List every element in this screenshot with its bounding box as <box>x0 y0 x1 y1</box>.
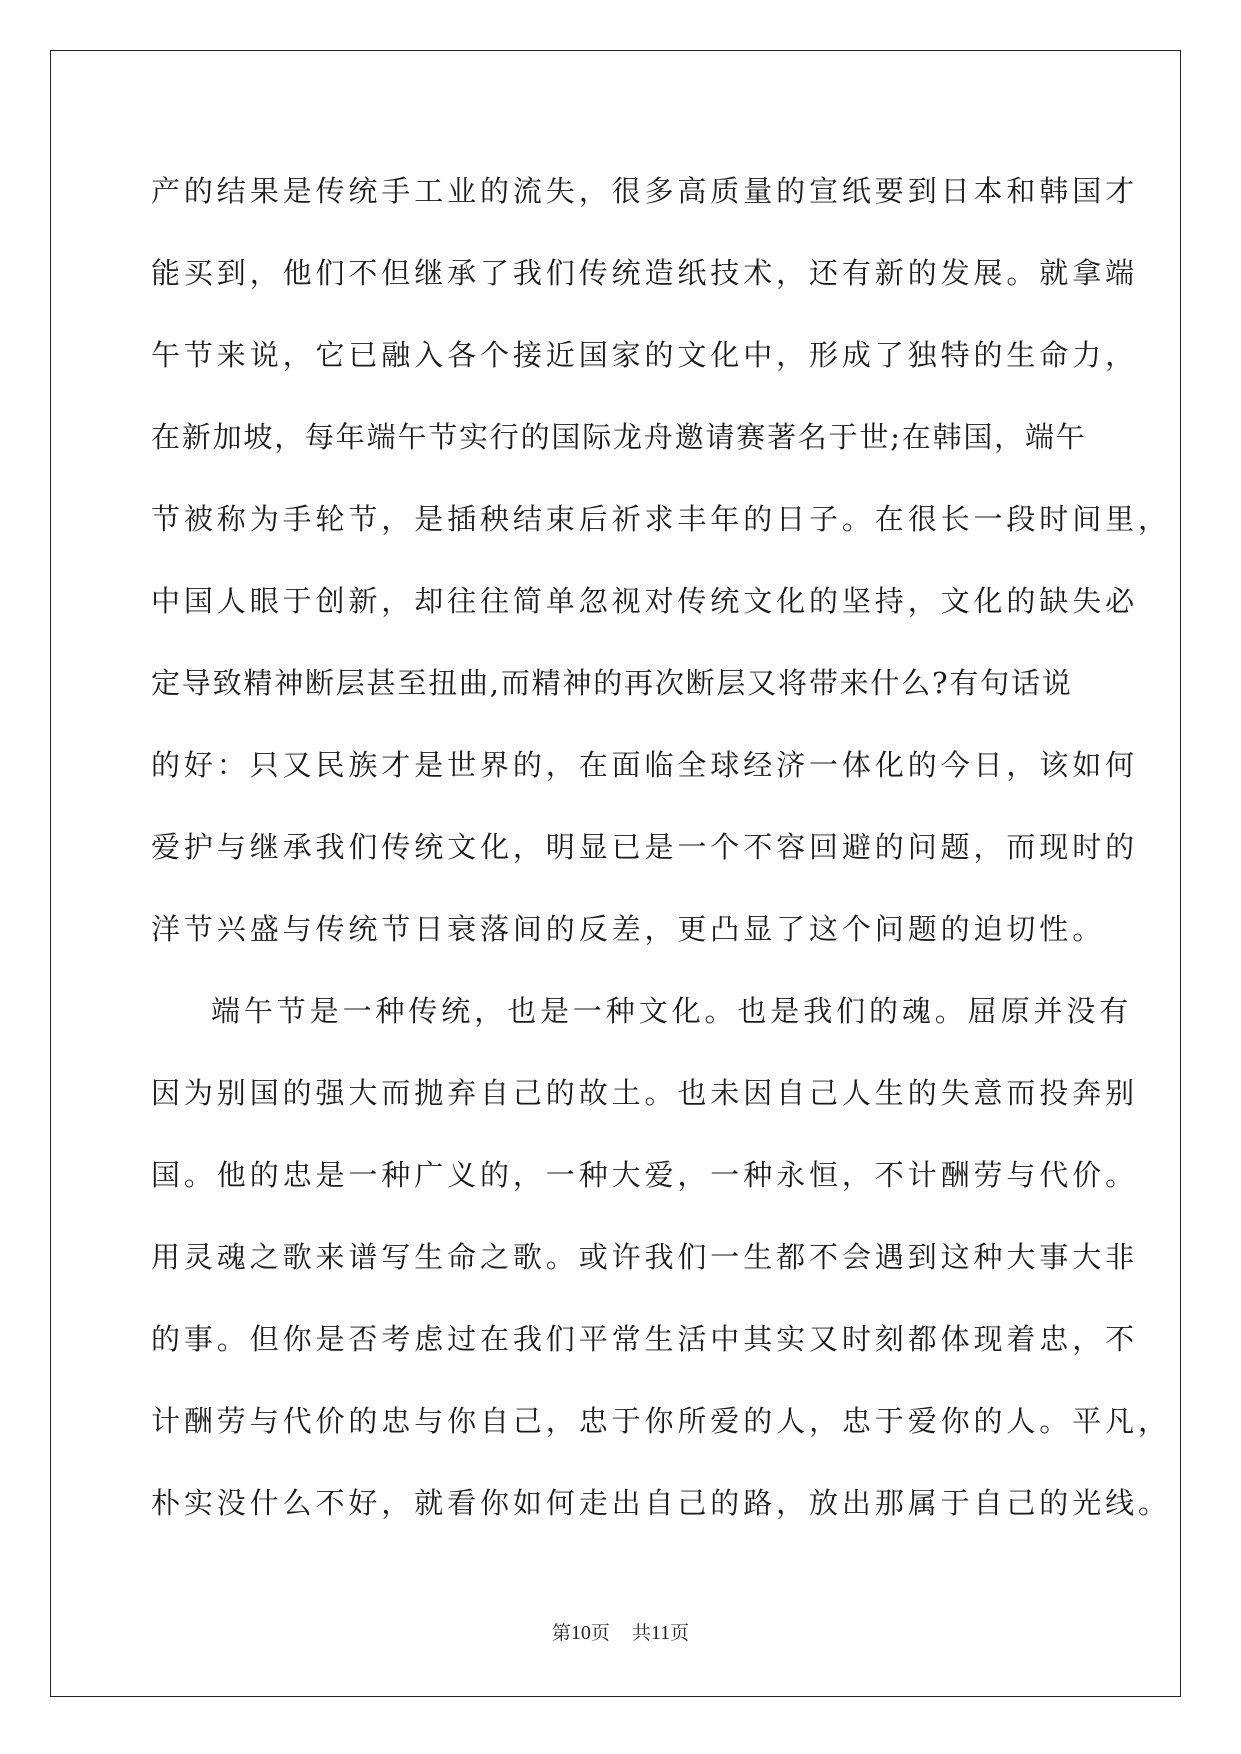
text-line: 中国人眼于创新，却往往简单忽视对传统文化的坚持，文化的缺失必 <box>151 584 1139 618</box>
text-line: 午节来说，它已融入各个接近国家的文化中，形成了独特的生命力， <box>151 338 1139 372</box>
text-line: 的好：只又民族才是世界的，在面临全球经济一体化的今日，该如何 <box>151 748 1139 782</box>
document-body <box>151 150 1171 1544</box>
paragraph-first-line: 端午节是一种传统，也是一种文化。也是我们的魂。屈原并没有 <box>211 994 1133 1028</box>
text-line: 洋节兴盛与传统节日衰落间的反差，更凸显了这个问题的迫切性。 <box>151 912 1106 946</box>
text-line: 计酬劳与代价的忠与你自己，忠于你所爱的人，忠于爱你的人。平凡， <box>151 1404 1171 1438</box>
text-line: 因为别国的强大而抛弃自己的故土。也未因自己人生的失意而投奔别 <box>151 1076 1139 1110</box>
text-line: 国。他的忠是一种广义的，一种大爱，一种永恒，不计酬劳与代价。 <box>151 1158 1139 1192</box>
page-total: 11 <box>650 1622 671 1644</box>
total-prefix: 共 <box>631 1623 651 1644</box>
text-line: 产的结果是传统手工业的流失，很多高质量的宣纸要到日本和韩国才 <box>151 174 1139 208</box>
text-line: 定导致精神断层甚至扭曲,而精神的再次断层又将带来什么?有句话说 <box>151 666 1073 700</box>
page-prefix: 第 <box>551 1623 571 1644</box>
text-line: 能买到，他们不但继承了我们传统造纸技术，还有新的发展。就拿端 <box>151 256 1139 290</box>
text-line: 的事。但你是否考虑过在我们平常生活中其实又时刻都体现着忠，不 <box>151 1322 1139 1356</box>
page-suffix: 页 <box>590 1623 610 1644</box>
text-line: 朴实没什么不好，就看你如何走出自己的路，放出那属于自己的光线。 <box>151 1486 1171 1520</box>
text-line: 爱护与继承我们传统文化，明显已是一个不容回避的问题，而现时的 <box>151 830 1139 864</box>
text-line: 用灵魂之歌来谱写生命之歌。或许我们一生都不会遇到这种大事大非 <box>151 1240 1139 1274</box>
page-footer <box>0 1618 1241 1645</box>
text-line: 在新加坡，每年端午节实行的国际龙舟邀请赛著名于世;在韩国，端午 <box>151 420 1087 454</box>
text-line: 节被称为手轮节，是插秧结束后祈求丰年的日子。在很长一段时间里， <box>151 502 1171 536</box>
page-current: 10 <box>570 1622 591 1644</box>
total-suffix: 页 <box>670 1623 690 1644</box>
